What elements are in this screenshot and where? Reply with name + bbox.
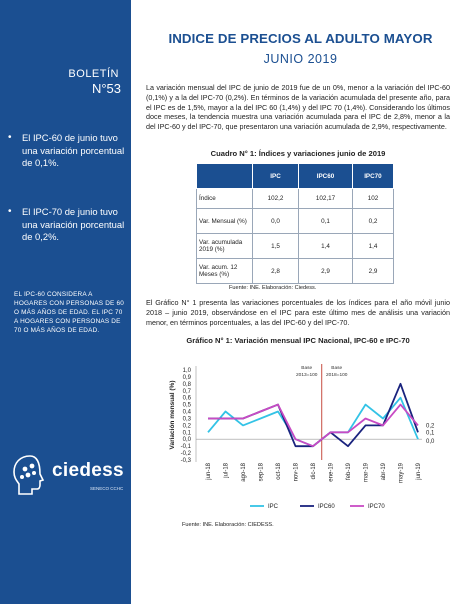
table-cell: 102,17 <box>299 189 353 209</box>
table-cell: 0,1 <box>299 209 353 234</box>
bullet-dot-icon: • <box>8 206 12 217</box>
sidebar-note: EL IPC-60 CONSIDERA A HOGARES CON PERSONAS DE 60 O MÁS AÑOS DE EDAD. EL IPC 70 A HOGARES CON PERSONAS DE 70 O MÁS AÑOS DE EDAD. <box>14 291 124 334</box>
sidebar-bullet-text: El IPC-70 de junio tuvo una variación porcentual de 0,2%. <box>22 206 125 242</box>
legend-label: IPC <box>268 504 279 510</box>
y-tick-label: 1,0 <box>182 368 191 374</box>
series-line-ipc60 <box>208 384 418 446</box>
x-tick-label: jul-18 <box>223 463 230 478</box>
table-header-cell: IPC <box>253 164 299 189</box>
y-tick-label: -0,3 <box>180 458 191 464</box>
ciedess-logo <box>8 452 126 512</box>
table-source: Fuente: INE. Elaboración: Ciedess. <box>229 285 317 291</box>
x-tick-label: feb-19 <box>346 463 352 481</box>
y-tick-label: 0,5 <box>182 402 191 409</box>
table-cell: 2,8 <box>253 259 299 284</box>
table-title: Cuadro N° 1: Índices y variaciones junio de 2019 <box>210 149 386 158</box>
x-tick-label: dic-18 <box>311 463 317 480</box>
table-header-row <box>197 164 394 189</box>
table-cell: 1,4 <box>352 234 393 259</box>
y-tick-label: 0,6 <box>182 395 191 402</box>
series-line-ipc70 <box>208 405 418 447</box>
logo-text: ciedess <box>52 460 124 481</box>
table-cell: 0,2 <box>352 209 393 234</box>
boletin-label: BOLETÍN <box>68 68 119 80</box>
x-tick-label: nov-18 <box>293 463 300 482</box>
sidebar-bullet <box>8 132 126 170</box>
table-row-label: Var. acum. 12 Meses (%) <box>197 259 253 284</box>
table-row-label: Índice <box>197 189 253 209</box>
sidebar-bullet-text: El IPC-60 de junio tuvo una variación porcentual de 0,1%. <box>22 132 125 168</box>
head-profile-icon <box>10 452 50 498</box>
y-tick-label: 0,2 <box>182 423 191 430</box>
y-tick-label: 0,3 <box>182 416 191 423</box>
x-tick-label: oct-18 <box>276 463 282 480</box>
page-subtitle: JUNIO 2019 <box>263 52 338 66</box>
y-tick-label: 0,7 <box>182 388 191 395</box>
table-row-label: Var. acumulada 2019 (%) <box>197 234 253 259</box>
table-row <box>197 234 394 259</box>
table-cell: 102 <box>352 189 393 209</box>
x-tick-label: ago-18 <box>241 463 247 482</box>
base-marker-left-label: Base <box>301 366 313 371</box>
table-row-label: Var. Mensual (%) <box>197 209 253 234</box>
x-tick-label: may-19 <box>398 463 405 484</box>
chart-source: Fuente: INE. Elaboración: CIEDESS. <box>182 522 274 528</box>
y-tick-label: 0,9 <box>182 374 191 381</box>
base-marker-right-label: Base <box>331 366 343 371</box>
bullet-dot-icon: • <box>8 132 12 143</box>
end-value-label: 0,1 <box>426 430 435 437</box>
table-cell: 1,5 <box>253 234 299 259</box>
x-tick-label: mar-19 <box>363 463 370 483</box>
legend-label: IPC70 <box>368 504 385 510</box>
logo-subtitle: SENECO CCHC <box>90 486 124 491</box>
y-tick-label: -0,2 <box>180 451 191 458</box>
table-cell: 2,9 <box>352 259 393 284</box>
y-axis-label: Variación mensual (%) <box>169 380 176 450</box>
indices-table <box>196 163 394 284</box>
y-tick-label: -0,1 <box>180 444 191 451</box>
base-marker-left-value: 2013=100 <box>296 373 318 378</box>
chart-title: Gráfico N° 1: Variación mensual IPC Nacional, IPC-60 e IPC-70 <box>186 336 410 345</box>
table-row <box>197 259 394 284</box>
table-header-cell: IPC60 <box>299 164 353 189</box>
page-title: INDICE DE PRECIOS AL ADULTO MAYOR <box>168 31 433 46</box>
end-value-label: 0,0 <box>426 439 435 446</box>
table-cell: 1,4 <box>299 234 353 259</box>
table-row <box>197 209 394 234</box>
legend-label: IPC60 <box>318 504 335 510</box>
y-tick-label: 0,8 <box>182 381 191 388</box>
table-cell: 2,9 <box>299 259 353 284</box>
y-tick-label: 0,4 <box>182 409 191 416</box>
table-cell: 0,0 <box>253 209 299 234</box>
x-tick-label: jun-19 <box>416 463 422 480</box>
x-tick-label: sep-18 <box>258 463 265 482</box>
chart-intro-paragraph: El Gráfico N° 1 presenta las variaciones porcentuales de los índices para el año móvil junio 2018 – junio 2019, observándose en el IPC para este último mes de análisis una variación menor, en términos porcentuales, a las del IPC-60 y del IPC-70. <box>146 298 450 327</box>
x-tick-label: ene-19 <box>328 463 335 482</box>
end-value-label: 0,2 <box>426 423 435 430</box>
y-tick-label: 0,0 <box>182 437 191 444</box>
table-cell: 102,2 <box>253 189 299 209</box>
intro-paragraph: La variación mensual del IPC de junio de 2019 fue de un 0%, menor a la variación del IPC-60 (0,1%) y a la del IPC-70 (0,2%). En términos de la variación acumulada del presente año, para el IPC es de 1,5%, mayor a la del IPC 60 (1,4%) y del IPC 70 (1,4%). Considerando los últimos doce meses, la tendencia muestra una variación acumulada para el IPC de 2,8%, menor a la del IPC-60 y del IPC-70, que presentaron una variación acumulada de 2,9%, respectivamente. <box>146 83 450 132</box>
x-tick-label: abr-19 <box>381 463 387 481</box>
table-header-cell <box>197 164 253 189</box>
y-tick-label: 0,1 <box>182 430 191 437</box>
base-marker-right-value: 2018=100 <box>326 373 348 378</box>
line-chart <box>150 348 450 518</box>
sidebar-bullet <box>8 206 126 244</box>
sidebar <box>0 0 131 604</box>
x-tick-label: jun-18 <box>206 463 212 480</box>
boletin-number: N°53 <box>91 81 121 96</box>
table-header-cell: IPC70 <box>352 164 393 189</box>
table-row <box>197 189 394 209</box>
